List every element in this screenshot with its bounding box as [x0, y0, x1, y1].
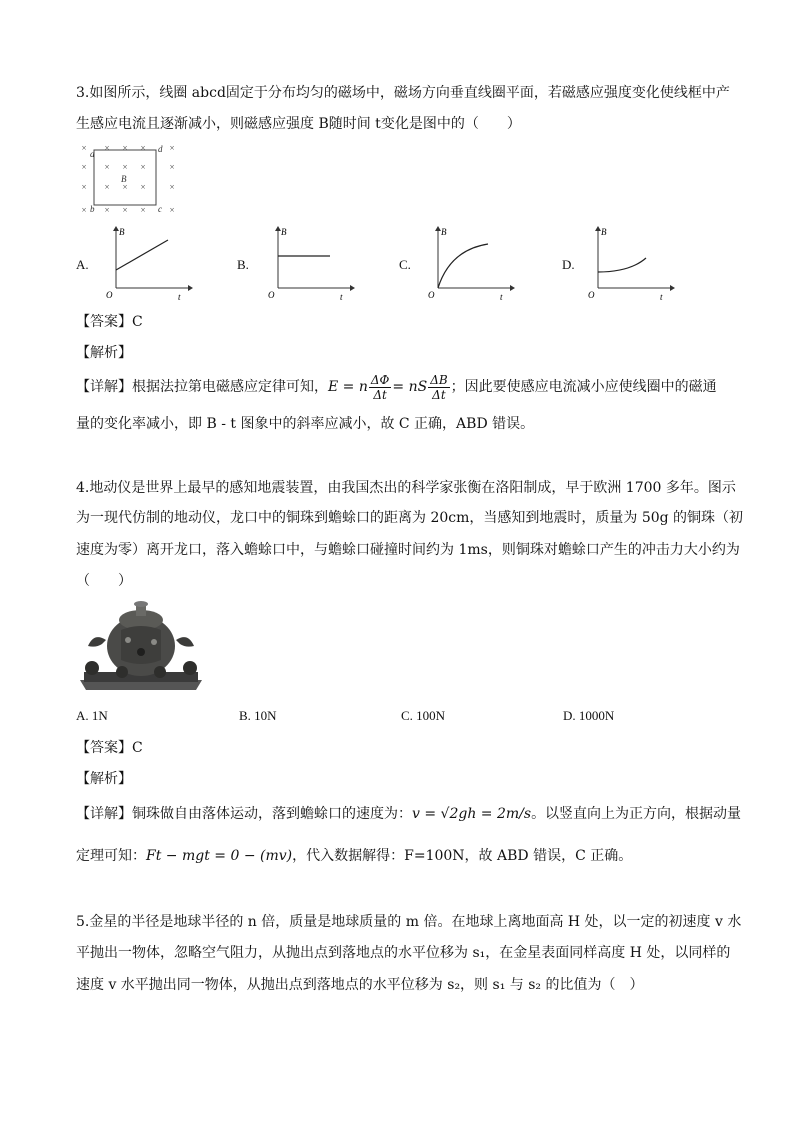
q4-stem-line2: 为一现代仿制的地动仪，龙口中的铜珠到蟾蜍口的距离为 20cm，当感知到地震时，质量为 50g 的铜珠（初 — [76, 510, 744, 526]
option-d-label: D. — [562, 257, 575, 272]
x-axis-label: t — [500, 292, 503, 301]
q3-stem-line2: 生感应电流且逐渐减小，则磁感应强度 B随时间 t变化是图中的（ ） — [76, 116, 521, 132]
y-axis-label: B — [281, 227, 287, 237]
y-axis-label: B — [119, 227, 125, 237]
field-cross: × — [81, 205, 87, 215]
origin-label: O — [428, 290, 435, 300]
field-label-B: B — [121, 174, 127, 184]
q3-detail-suffix: ；因此要使感应电流减小应使线圈中的磁通 — [450, 379, 717, 395]
option-d-graph — [586, 226, 676, 301]
corner-label-a: a — [90, 149, 95, 159]
y-axis-label: B — [441, 227, 447, 237]
corner-label-d: d — [158, 144, 163, 154]
option-a-label: A. — [76, 257, 89, 272]
q4-choice-d: D. 1000N — [563, 708, 615, 723]
curve-c — [438, 244, 488, 288]
q4-detail-line2 — [76, 846, 632, 866]
q4-choice-c: C. 100N — [401, 708, 446, 723]
q4-choice-a: A. 1N — [76, 708, 108, 723]
q3-formula-e: E = n — [328, 379, 368, 395]
q5-stem-line2: 平抛出一物体，忽略空气阻力，从抛出点到落地点的水平位移为 s₁，在金星表面同样高度 H 处，以同样的 — [76, 945, 731, 961]
origin-label: O — [588, 290, 595, 300]
q3-detail-line2: 量的变化率减小，即 B - t 图象中的斜率应减小，故 C 正确，ABD 错误。 — [76, 416, 535, 432]
q4-momentum-formula: Ft − mgt = 0 − (mv) — [146, 848, 293, 864]
q4-detail1-suffix: 。以竖直向上为正方向，根据动量 — [531, 806, 742, 822]
q3-formula-mid: = nS — [392, 379, 428, 395]
field-cross: × — [122, 143, 128, 153]
q5-stem-line3: 速度 v 水平抛出同一物体，从抛出点到落地点的水平位移为 s₂，则 s₁ 与 s₂ 的比值为（ ） — [76, 977, 644, 993]
q4-stem-line1: 4.地动仪是世界上最早的感知地震装置，由我国杰出的科学家张衡在洛阳制成，早于欧洲 1700 多年。图示 — [76, 480, 736, 496]
curve-a — [116, 240, 168, 270]
q4-detail-line1 — [76, 804, 741, 824]
option-c-label: C. — [399, 257, 411, 272]
field-cross: × — [81, 162, 87, 172]
field-cross: × — [140, 182, 146, 192]
q4-analysis-heading: 【解析】 — [76, 771, 132, 787]
q3-analysis-heading: 【解析】 — [76, 345, 132, 361]
q3-answer: 【答案】C — [76, 314, 143, 330]
y-axis-label: B — [601, 227, 607, 237]
option-b-graph — [266, 226, 356, 301]
corner-label-b: b — [90, 204, 95, 214]
field-cross: × — [104, 182, 110, 192]
q3-stem-line1: 3.如图所示，线圈 abcd固定于分布均匀的磁场中，磁场方向垂直线圈平面，若磁感应强度变化使线框中产 — [76, 85, 730, 101]
q4-detail1-prefix: 【详解】铜珠做自由落体运动，落到蟾蜍口的速度为： — [76, 806, 412, 822]
q5-stem-line1: 5.金星的半径是地球半径的 n 倍，质量是地球质量的 m 倍。在地球上离地面高 H 处，以一定的初速度 v 水 — [76, 914, 742, 930]
field-cross: × — [81, 182, 87, 192]
q3-fraction-field: $\frac{\Delta B}{\Delta t}$ — [430, 372, 448, 402]
q4-velocity-formula: v = √2gh = 2m/s — [412, 806, 532, 822]
coil-field-figure — [78, 140, 188, 220]
option-a-graph — [104, 226, 194, 301]
field-cross: × — [104, 205, 110, 215]
q3-detail-prefix: 【详解】根据法拉第电磁感应定律可知， — [76, 379, 328, 395]
corner-label-c: c — [158, 204, 162, 214]
field-cross: × — [122, 205, 128, 215]
x-axis-label: t — [178, 292, 181, 301]
x-axis-label: t — [660, 292, 663, 301]
q4-choice-b: B. 10N — [239, 708, 277, 723]
x-axis-label: t — [340, 292, 343, 301]
field-cross: × — [140, 162, 146, 172]
field-cross: × — [122, 162, 128, 172]
q3-detail-line1 — [76, 370, 717, 404]
field-cross: × — [169, 182, 175, 192]
curve-d — [598, 258, 646, 272]
field-cross: × — [140, 143, 146, 153]
field-cross: × — [169, 162, 175, 172]
field-cross: × — [140, 205, 146, 215]
q3-fraction-flux: $\frac{\Delta\Phi}{\Delta t}$ — [370, 372, 390, 402]
field-cross: × — [104, 143, 110, 153]
q4-stem-line3: 速度为零）离开龙口，落入蟾蜍口中，与蟾蜍口碰撞时间约为 1ms，则铜珠对蟾蜍口产生的冲击力大小约为 — [76, 542, 740, 558]
field-cross: × — [169, 205, 175, 215]
q4-detail2-suffix: ，代入数据解得：F=100N，故 ABD 错误，C 正确。 — [292, 848, 633, 864]
field-cross: × — [81, 143, 87, 153]
origin-label: O — [106, 290, 113, 300]
field-cross: × — [122, 182, 128, 192]
option-b-label: B. — [237, 257, 249, 272]
q4-detail2-prefix: 定理可知： — [76, 848, 146, 864]
field-cross: × — [169, 143, 175, 153]
q4-answer: 【答案】C — [76, 740, 143, 756]
seismograph-photo — [76, 600, 206, 692]
option-c-graph — [426, 226, 516, 301]
origin-label: O — [268, 290, 275, 300]
field-cross: × — [104, 162, 110, 172]
q4-stem-line4: （ ） — [76, 573, 132, 589]
